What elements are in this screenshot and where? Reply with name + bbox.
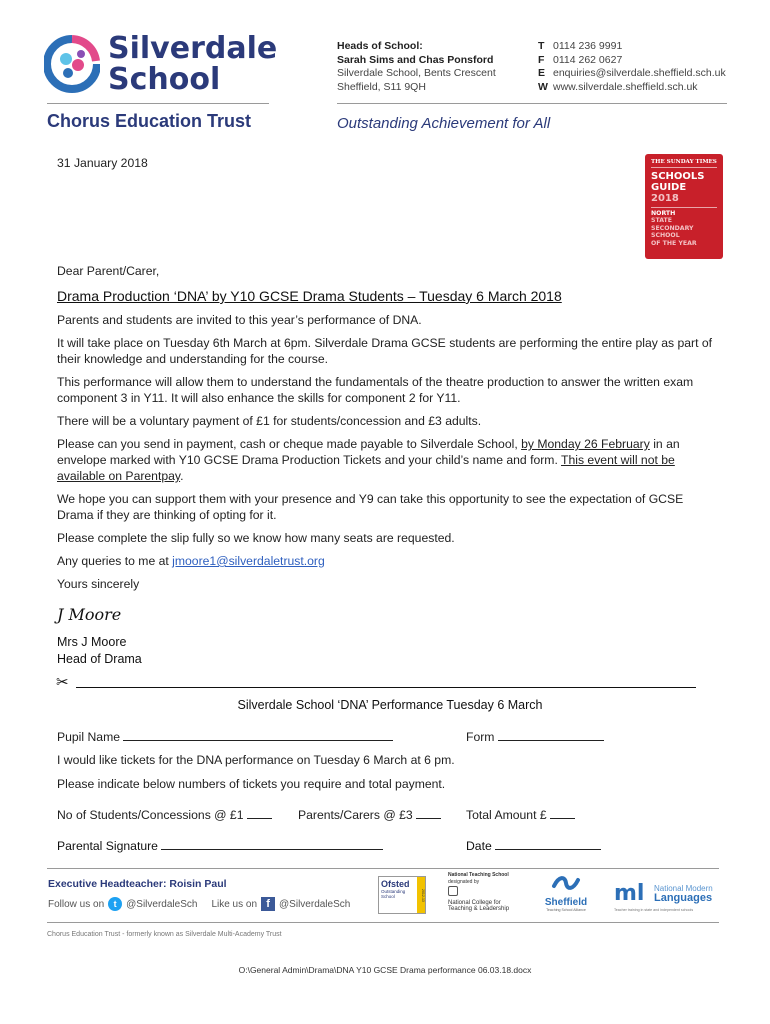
ofsted-badge: [378, 876, 426, 914]
letter-body: [57, 312, 717, 592]
cut-line: [76, 687, 696, 688]
students-row: [57, 807, 272, 823]
paragraph-7: Please complete the slip fully so we know how many seats are requested.: [57, 531, 455, 545]
paragraph-2: It will take place on Tuesday 6th March at 6pm. Silverdale Drama GCSE students are performing the entire play as part of their knowledge and understanding for the course.: [57, 336, 713, 366]
closing: Yours sincerely: [57, 577, 140, 591]
heads-block: [337, 40, 496, 94]
address-line1: Silverdale School, Bents Crescent: [337, 67, 496, 79]
nts-college1: National College for: [448, 899, 501, 906]
heads-label: Heads of School:: [337, 40, 423, 52]
queries-line: Any queries to me at jmoore1@silverdaletrust.org: [57, 554, 325, 568]
nml-sub: Teacher training in state and independent schools: [614, 908, 694, 912]
date-row: [466, 838, 601, 854]
school-logo-icon: [44, 35, 100, 93]
nts-badge: [448, 872, 528, 914]
trust-name: [47, 111, 251, 132]
contact-fax: F 0114 262 0627: [538, 53, 623, 66]
badge-title2: GUIDE: [651, 182, 687, 193]
date-field[interactable]: [495, 838, 601, 850]
pupil-name-row: [57, 729, 393, 745]
paragraph-5: Please can you send in payment, cash or cheque made payable to Silverdale School, by Monday 26 February in an envelope marked with Y10 GCSE Drama Production Tickets and your child’s name and form. This event will not be available on Parentpay.: [57, 437, 680, 483]
sheffield-logo-icon: [551, 874, 581, 892]
sheffield-name: Sheffield: [544, 897, 588, 908]
signature: J Moore: [57, 605, 122, 624]
nml-line2: Languages: [654, 892, 713, 904]
ofsted-sub2: School: [381, 894, 395, 899]
parents-label: Parents/Carers @ £3: [298, 808, 413, 822]
contact-phone: T 0114 236 9991: [538, 40, 623, 52]
parental-signature-label: Parental Signature: [57, 839, 158, 853]
salutation: Dear Parent/Carer,: [57, 264, 160, 278]
total-row: [466, 807, 575, 823]
students-field[interactable]: [247, 807, 272, 819]
follow-label: Follow us on: [48, 898, 105, 910]
school-logo: [44, 35, 100, 93]
parents-row: [298, 807, 441, 823]
facebook-icon[interactable]: f: [261, 897, 275, 911]
parental-signature-row: [57, 838, 383, 854]
contact-email[interactable]: E enquiries@silverdale.sheffield.sch.uk: [538, 67, 726, 79]
parentpay-note: This event will not be available on Parentpay: [57, 453, 675, 483]
parents-field[interactable]: [416, 807, 441, 819]
total-label: Total Amount £: [466, 808, 547, 822]
paragraph-1: Parents and students are invited to this year’s performance of DNA.: [57, 313, 422, 327]
pupil-name-field[interactable]: [123, 729, 393, 741]
trust-note: Chorus Education Trust - formerly known as Silverdale Multi-Academy Trust: [47, 931, 282, 938]
signer-name: Mrs J Moore: [57, 635, 127, 649]
badge-title1: SCHOOLS: [651, 171, 705, 182]
letter-date: 31 January 2018: [57, 156, 148, 170]
twitter-icon[interactable]: t: [108, 897, 122, 911]
sheffield-sub: Teaching School Alliance: [546, 908, 586, 912]
crest-icon: [448, 886, 458, 896]
sheffield-badge: [538, 874, 594, 914]
nts-designated: designated by: [448, 878, 480, 885]
ofsted-name: Ofsted: [381, 879, 410, 889]
social-row: [48, 897, 350, 911]
nml-badge: [614, 883, 722, 915]
facebook-handle[interactable]: @SilverdaleSch: [279, 898, 351, 910]
file-path: O:\General Admin\Drama\DNA Y10 GCSE Drama performance 06.03.18.docx: [238, 965, 532, 975]
form-field[interactable]: [498, 729, 604, 741]
contact-block: [538, 40, 726, 94]
address-line2: Sheffield, S11 9QH: [337, 80, 426, 93]
exec-head: Executive Headteacher: Roisin Paul: [48, 878, 227, 890]
letter-title: Drama Production ‘DNA’ by Y10 GCSE Drama Students – Tuesday 6 March 2018: [57, 288, 562, 304]
header-divider-left: [47, 103, 269, 104]
footer-divider-top: [47, 868, 719, 869]
tagline: Outstanding Achievement for All: [337, 115, 551, 132]
like-label: Like us on: [211, 898, 258, 910]
slip-heading: Silverdale School ‘DNA’ Performance Tuesday 6 March: [237, 698, 543, 712]
paragraph-4: There will be a voluntary payment of £1 for students/concession and £3 adults.: [57, 414, 482, 428]
slip-line1: I would like tickets for the DNA performance on Tuesday 6 March at 6 pm.: [57, 753, 455, 767]
badge-masthead: THE SUNDAY TIMES: [651, 159, 717, 168]
school-name: [108, 33, 277, 95]
form-row: [466, 729, 604, 745]
signer-block: [57, 634, 142, 668]
nts-college2: Teaching & Leadership: [448, 906, 510, 912]
badge-year: 2018: [651, 193, 679, 204]
twitter-handle[interactable]: @SilverdaleSch: [126, 898, 198, 910]
paragraph-6: We hope you can support them with your presence and Y9 can take this opportunity to see the expectation of GCSE Drama if they are thinking of opting for it.: [57, 492, 684, 522]
contact-email-link[interactable]: jmoore1@silverdaletrust.org: [172, 554, 325, 568]
badge-award2: STATE: [651, 217, 672, 225]
ofsted-side: 2012-13: [417, 877, 425, 913]
nml-mark: ml: [614, 881, 645, 906]
total-field[interactable]: [550, 807, 575, 819]
nts-title: National Teaching School: [448, 872, 509, 878]
heads-names: Sarah Sims and Chas Ponsford: [337, 53, 494, 66]
school-name-line2: School: [108, 62, 221, 97]
students-label: No of Students/Concessions @ £1: [57, 808, 244, 822]
trust-name-text: Chorus Education Trust: [47, 111, 252, 131]
badge-award4: SCHOOL: [651, 232, 680, 240]
scissors-icon: ✂: [56, 674, 69, 691]
nml-line1: National Modern: [654, 884, 713, 893]
badge-award1: NORTH: [651, 210, 676, 217]
pupil-name-label: Pupil Name: [57, 730, 120, 744]
paragraph-3: This performance will allow them to understand the fundamentals of the theatre production to answer the written exam component 3 in Y11. It will also enhance the skills for component 2 for Y11.: [57, 375, 694, 405]
sunday-times-badge: [645, 154, 723, 259]
parental-signature-field[interactable]: [161, 838, 383, 850]
date-label: Date: [466, 839, 492, 853]
school-name-line1: Silverdale: [108, 31, 278, 66]
badge-award3: SECONDARY: [651, 224, 694, 232]
ofsted-sub1: Outstanding: [381, 889, 406, 894]
badge-award5: OF THE YEAR: [651, 239, 697, 247]
contact-website[interactable]: W www.silverdale.sheffield.sch.uk: [538, 80, 698, 93]
slip-line2: Please indicate below numbers of tickets you require and total payment.: [57, 777, 446, 791]
payment-deadline: by Monday 26 February: [521, 437, 650, 451]
footer-divider-bottom: [47, 922, 719, 923]
form-label: Form: [466, 730, 495, 744]
signer-role: Head of Drama: [57, 652, 142, 666]
header-divider-right: [337, 103, 727, 104]
